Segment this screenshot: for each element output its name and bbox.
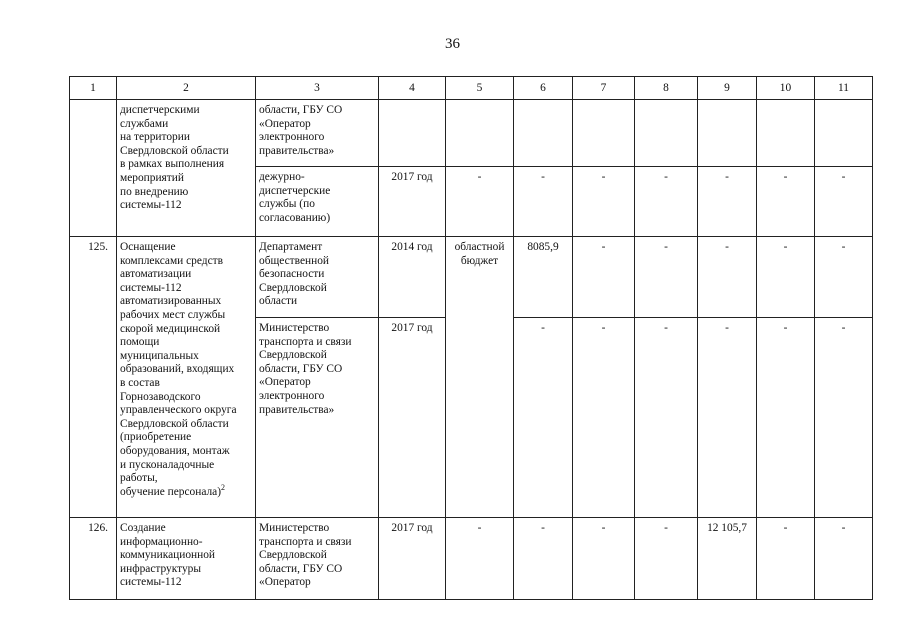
- source-cell: -: [446, 167, 514, 237]
- value-cell: -: [815, 318, 873, 518]
- value-cell: [757, 100, 815, 167]
- activity-name-cell: диспетчерскими службами на территории Свердловской области в рамках выполнения мероприятий по внедрению системы-112: [117, 100, 256, 237]
- value-cell: [635, 100, 698, 167]
- value-cell: -: [815, 167, 873, 237]
- column-header: 10: [757, 77, 815, 100]
- row-number-cell: [70, 100, 117, 237]
- column-header: 2: [117, 77, 256, 100]
- executor-cell: дежурно- диспетчерские службы (по согласованию): [256, 167, 379, 237]
- value-cell: [573, 100, 635, 167]
- value-cell: -: [757, 167, 815, 237]
- table-row: [70, 237, 873, 318]
- value-cell: -: [815, 237, 873, 318]
- value-cell: -: [514, 167, 573, 237]
- value-cell: -: [573, 237, 635, 318]
- value-cell: -: [757, 318, 815, 518]
- value-cell: 12 105,7: [698, 518, 757, 600]
- column-header: 3: [256, 77, 379, 100]
- value-cell: 8085,9: [514, 237, 573, 318]
- activity-name-text: Оснащение комплексами средств автоматизации системы-112 автоматизированных рабочих мест службы скорой медицинской помощи муниципальных образований, входящих в состав Горнозаводского управленческого округа Свердловской области (приобретение оборудования, монтаж и пусконаладочные работы, обучение персонала): [120, 241, 237, 498]
- column-header: 7: [573, 77, 635, 100]
- column-header: 1: [70, 77, 117, 100]
- activity-name-cell: [117, 237, 256, 518]
- executor-cell: Министерство транспорта и связи Свердловской области, ГБУ СО «Оператор: [256, 518, 379, 600]
- value-cell: -: [573, 318, 635, 518]
- value-cell: -: [514, 518, 573, 600]
- source-cell: областной бюджет: [446, 237, 514, 518]
- value-cell: -: [698, 237, 757, 318]
- year-cell: 2017 год: [379, 167, 446, 237]
- source-cell: [446, 100, 514, 167]
- activity-name-cell: Создание информационно- коммуникационной инфраструктуры системы-112: [117, 518, 256, 600]
- value-cell: -: [698, 318, 757, 518]
- value-cell: -: [757, 237, 815, 318]
- column-numbers-row: [70, 77, 873, 100]
- year-cell: 2014 год: [379, 237, 446, 318]
- value-cell: -: [635, 318, 698, 518]
- table-row: [70, 518, 873, 600]
- column-header: 4: [379, 77, 446, 100]
- value-cell: -: [698, 167, 757, 237]
- footnote-mark: 2: [221, 482, 226, 492]
- year-cell: 2017 год: [379, 318, 446, 518]
- value-cell: -: [635, 167, 698, 237]
- program-table: [69, 76, 873, 600]
- value-cell: -: [573, 167, 635, 237]
- value-cell: [698, 100, 757, 167]
- column-header: 6: [514, 77, 573, 100]
- value-cell: -: [815, 518, 873, 600]
- page-number: 36: [445, 36, 460, 52]
- column-header: 11: [815, 77, 873, 100]
- value-cell: -: [573, 518, 635, 600]
- year-cell: 2017 год: [379, 518, 446, 600]
- column-header: 8: [635, 77, 698, 100]
- year-cell: [379, 100, 446, 167]
- value-cell: -: [757, 518, 815, 600]
- executor-cell: Департамент общественной безопасности Свердловской области: [256, 237, 379, 318]
- value-cell: [514, 100, 573, 167]
- table-row: [70, 100, 873, 167]
- value-cell: [815, 100, 873, 167]
- column-header: 5: [446, 77, 514, 100]
- source-cell: -: [446, 518, 514, 600]
- executor-cell: Министерство транспорта и связи Свердловской области, ГБУ СО «Оператор электронного правительства»: [256, 318, 379, 518]
- row-number-cell: 125.: [70, 237, 117, 518]
- value-cell: -: [635, 237, 698, 318]
- column-header: 9: [698, 77, 757, 100]
- row-number-cell: 126.: [70, 518, 117, 600]
- value-cell: -: [635, 518, 698, 600]
- value-cell: -: [514, 318, 573, 518]
- executor-cell: области, ГБУ СО «Оператор электронного правительства»: [256, 100, 379, 167]
